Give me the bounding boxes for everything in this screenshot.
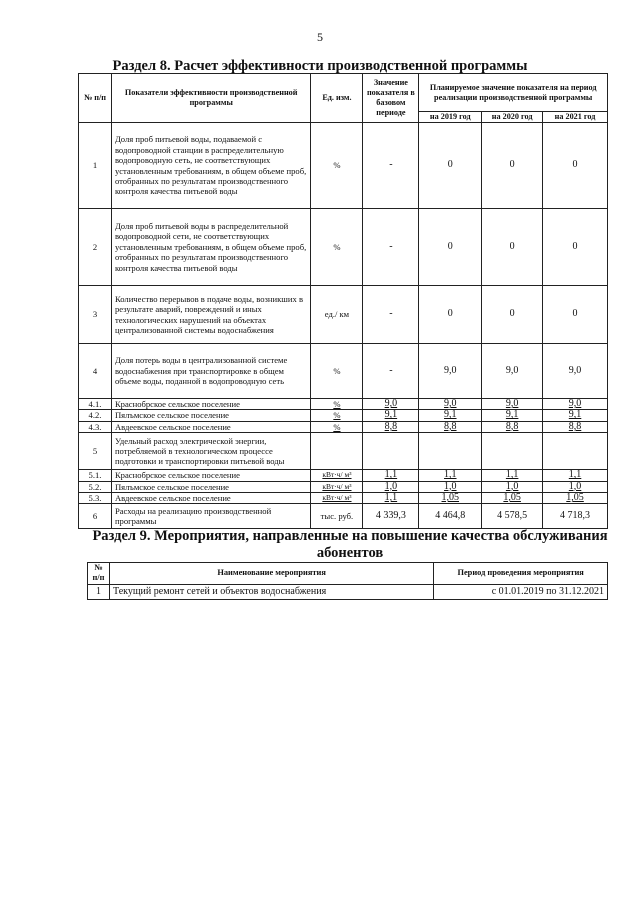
section-8-title: Раздел 8. Расчет эффективности производственной программы: [112, 58, 528, 74]
header-2021: на 2021 год: [543, 112, 608, 123]
value-2019: 1,1: [419, 470, 482, 481]
table-row: [79, 410, 608, 421]
base-value: 1,1: [363, 493, 419, 504]
value-2020: 8,8: [482, 421, 543, 432]
table-row: [79, 470, 608, 481]
unit: %: [311, 399, 363, 410]
base-value: [363, 433, 419, 470]
header-unit: Ед. изм.: [311, 74, 363, 123]
base-value: 9,1: [363, 410, 419, 421]
unit: кВт·ч/ м³: [311, 493, 363, 504]
efficiency-table: [78, 73, 608, 529]
unit: %: [311, 123, 363, 209]
value-2021: 1,0: [543, 481, 608, 492]
indicator-name: Пялъмское сельское поселение: [111, 481, 311, 492]
table-row: [79, 433, 608, 470]
value-2020: 9,0: [482, 344, 543, 399]
value-2020: [482, 433, 543, 470]
row-num: 2: [79, 209, 112, 286]
base-value: -: [363, 209, 419, 286]
indicator-name: Расходы на реализацию производственной программы: [111, 504, 311, 529]
value-2020: 0: [482, 286, 543, 344]
base-value: 8,8: [363, 421, 419, 432]
unit: %: [311, 421, 363, 432]
value-2019: 0: [419, 286, 482, 344]
row-num: 6: [79, 504, 112, 529]
value-2019: 0: [419, 209, 482, 286]
value-2020: 1,0: [482, 481, 543, 492]
measures-table: [87, 562, 608, 600]
value-2020: 1,05: [482, 493, 543, 504]
measure-period: с 01.01.2019 по 31.12.2021: [434, 584, 608, 599]
base-value: -: [363, 123, 419, 209]
unit: %: [311, 209, 363, 286]
base-value: 4 339,3: [363, 504, 419, 529]
indicator-name: Краснобрское сельское поселение: [111, 470, 311, 481]
table-row: [79, 421, 608, 432]
unit: [311, 433, 363, 470]
row-num: 4.3.: [79, 421, 112, 432]
header-planned: Планируемое значение показателя на период реализации производственной программы: [419, 74, 608, 112]
table-row: [79, 209, 608, 286]
header-indicator: Показатели эффективности производственной программы: [111, 74, 311, 123]
unit: тыс. руб.: [311, 504, 363, 529]
value-2020: 4 578,5: [482, 504, 543, 529]
table-row: [79, 399, 608, 410]
value-2019: 9,1: [419, 410, 482, 421]
row-num: 4.2.: [79, 410, 112, 421]
base-value: -: [363, 286, 419, 344]
indicator-name: Доля потерь воды в централизованной системе водоснабжения при транспортировке в общем объеме воды, поданной в водопроводную сеть: [111, 344, 311, 399]
table-row: [79, 481, 608, 492]
indicator-name: Доля проб питьевой воды, подаваемой с водопроводной станции в распределительную водопроводную сеть, не соответствующих установленным требованиям, в общем объеме проб, отобранных по результатам производственного контроля качества питьевой воды: [111, 123, 311, 209]
value-2020: 1,1: [482, 470, 543, 481]
value-2021: 4 718,3: [543, 504, 608, 529]
unit: кВт·ч/ м³: [311, 481, 363, 492]
value-2019: 9,0: [419, 344, 482, 399]
header-num: № п/п: [79, 74, 112, 123]
value-2021: 8,8: [543, 421, 608, 432]
row-num: 5.3.: [79, 493, 112, 504]
row-num: 3: [79, 286, 112, 344]
value-2019: 4 464,8: [419, 504, 482, 529]
base-value: -: [363, 344, 419, 399]
indicator-name: Доля проб питьевой воды в распределительной водопроводной сети, не соответствующих установленным требованиям, в общем объеме проб, отобранных по результатам производственного контроля качества питьевой воды: [111, 209, 311, 286]
value-2020: 9,0: [482, 399, 543, 410]
table-row: [79, 344, 608, 399]
table-row: [79, 493, 608, 504]
unit: %: [311, 410, 363, 421]
indicator-name: Удельный расход электрической энергии, потребляемой в технологическом процессе подготовки и транспортировки питьевой воды: [111, 433, 311, 470]
value-2020: 9,1: [482, 410, 543, 421]
measure-name: Текущий ремонт сетей и объектов водоснабжения: [109, 584, 433, 599]
page-number: 5: [317, 30, 323, 44]
value-2021: 1,1: [543, 470, 608, 481]
table-row: [79, 286, 608, 344]
value-2019: 0: [419, 123, 482, 209]
row-num: 4.1.: [79, 399, 112, 410]
row-num: 1: [88, 584, 110, 599]
value-2019: 1,05: [419, 493, 482, 504]
value-2021: 9,0: [543, 344, 608, 399]
header-2019: на 2019 год: [419, 112, 482, 123]
row-num: 1: [79, 123, 112, 209]
table-row: [79, 504, 608, 529]
base-value: 9,0: [363, 399, 419, 410]
section-9-title: Раздел 9. Мероприятия, направленные на повышение качества обслуживания абонентов: [92, 528, 608, 561]
value-2020: 0: [482, 123, 543, 209]
table-row: [88, 584, 608, 599]
header-base: Значение показателя в базовом периоде: [363, 74, 419, 123]
unit: %: [311, 344, 363, 399]
indicator-name: Количество перерывов в подаче воды, возникших в результате аварий, повреждений и иных технологических нарушений на объектах централизованной системы водоснабжения: [111, 286, 311, 344]
header-num: № п/п: [88, 563, 110, 585]
value-2020: 0: [482, 209, 543, 286]
value-2019: [419, 433, 482, 470]
value-2021: 0: [543, 286, 608, 344]
base-value: 1,0: [363, 481, 419, 492]
value-2021: 0: [543, 209, 608, 286]
row-num: 5: [79, 433, 112, 470]
value-2019: 8,8: [419, 421, 482, 432]
table-row: [79, 123, 608, 209]
value-2021: [543, 433, 608, 470]
value-2021: 1,05: [543, 493, 608, 504]
row-num: 4: [79, 344, 112, 399]
value-2019: 1,0: [419, 481, 482, 492]
value-2021: 9,1: [543, 410, 608, 421]
value-2019: 9,0: [419, 399, 482, 410]
indicator-name: Авдеевское сельское поселение: [111, 421, 311, 432]
value-2021: 9,0: [543, 399, 608, 410]
indicator-name: Краснобрское сельское поселение: [111, 399, 311, 410]
row-num: 5.2.: [79, 481, 112, 492]
base-value: 1,1: [363, 470, 419, 481]
unit: кВт·ч/ м³: [311, 470, 363, 481]
value-2021: 0: [543, 123, 608, 209]
header-period: Период проведения мероприятия: [434, 563, 608, 585]
header-measure-name: Наименование мероприятия: [109, 563, 433, 585]
indicator-name: Пялъмское сельское поселение: [111, 410, 311, 421]
header-2020: на 2020 год: [482, 112, 543, 123]
row-num: 5.1.: [79, 470, 112, 481]
unit: ед./ км: [311, 286, 363, 344]
indicator-name: Авдеевское сельское поселение: [111, 493, 311, 504]
